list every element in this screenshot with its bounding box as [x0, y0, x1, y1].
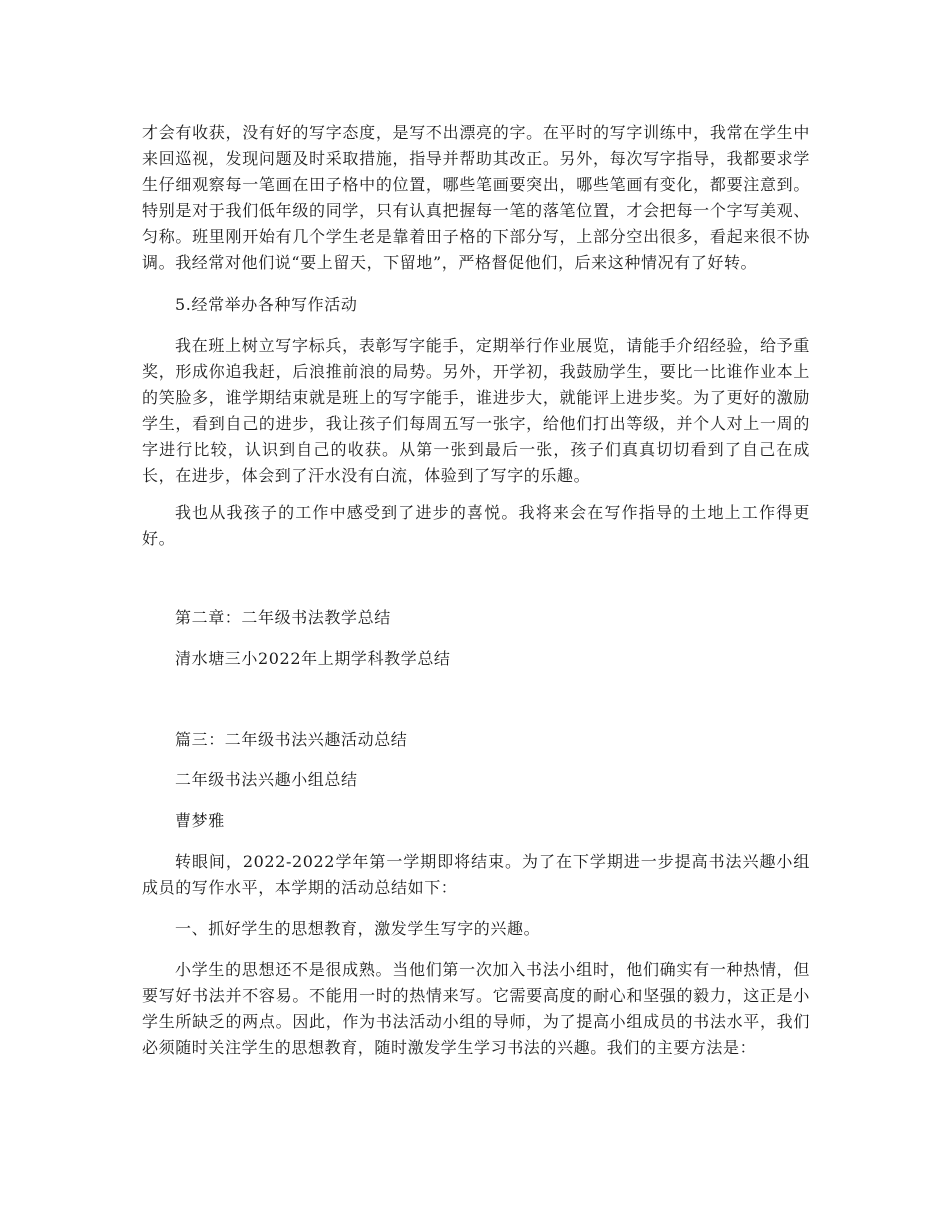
- author-name: 曹梦雅: [175, 811, 225, 830]
- paragraph-student-thinking: 小学生的思想还不是很成熟。当他们第一次加入书法小组时，他们确实有一种热情，但要写好书法并不容易。不能用一时的热情来写。它需要高度的耐心和坚强的毅力，这正是小学生所缺乏的两点。因此，作为书法活动小组的导师，为了提高小组成员的书法水平，我们必须随时关注学生的思想教育，随时激发学生学习书法的兴趣。我们的主要方法是：: [142, 960, 810, 1057]
- paragraph-semester-intro: 转眼间，2022-2022学年第一学期即将结束。为了在下学期进一步提高书法兴趣小组成员的写作水平，本学期的活动总结如下：: [142, 852, 810, 897]
- school-summary-title: 清水塘三小2022年上期学科教学总结: [175, 649, 451, 668]
- paragraph-progress-joy: 我也从我孩子的工作中感受到了进步的喜悦。我将来会在写作指导的土地上工作得更好。: [142, 503, 810, 548]
- group-summary-title: 二年级书法兴趣小组总结: [175, 770, 358, 789]
- heading-writing-activities: 5.经常举办各种写作活动: [175, 295, 358, 314]
- paragraph-writing-attitude: 才会有收获，没有好的写字态度，是写不出漂亮的字。在平时的写字训练中，我常在学生中来回巡视，发现问题及时采取措施，指导并帮助其改正。另外，每次写字指导，我都要求学生仔细观察每一笔画在田子格中的位置，哪些笔画要突出，哪些笔画有变化，都要注意到。特别是对于我们低年级的同学，只有认真把握每一笔的落笔位置，才会把每一个字写美观、匀称。班里刚开始有几个学生老是靠着田子格的下部分写，上部分空出很多，看起来很不协调。我经常对他们说“要上留天，下留地”，严格督促他们，后来这种情况有了好转。: [142, 123, 810, 272]
- heading-ideological-education: 一、抓好学生的思想教育，激发学生写字的兴趣。: [175, 919, 541, 938]
- section-three-title: 篇三：二年级书法兴趣活动总结: [175, 730, 408, 749]
- chapter-two-title: 第二章：二年级书法教学总结: [175, 608, 391, 627]
- paragraph-writing-models: 我在班上树立写字标兵，表彰写字能手，定期举行作业展览，请能手介绍经验，给予重奖，形成你追我赶，后浪推前浪的局势。另外，开学初，我鼓励学生，要比一比谁作业本上的笑脸多，谁学期结束就是班上的写字能手，谁进步大，就能评上进步奖。为了更好的激励学生，看到自己的进步，我让孩子们每周五写一张字，给他们打出等级，并个人对上一周的字进行比较，认识到自己的收获。从第一张到最后一张，孩子们真真切切看到了自己在成长，在进步，体会到了汗水没有白流，体验到了写字的乐趣。: [142, 336, 810, 485]
